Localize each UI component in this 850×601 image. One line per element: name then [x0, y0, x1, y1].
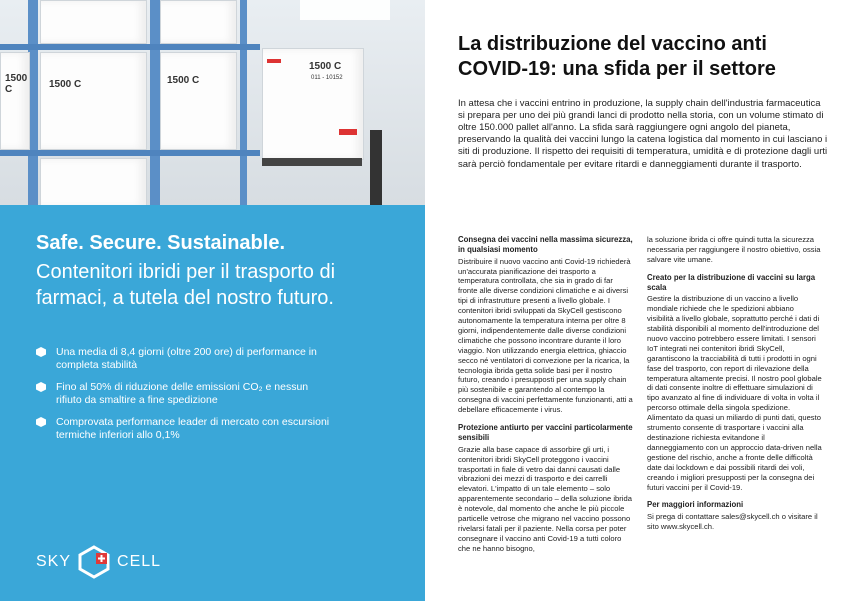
intro-paragraph: In attesa che i vaccini entrino in produzione, la supply chain dell'industria farmaceutica si prepara per uno dei più grandi lanci di prodotto nella storia, con un volume stimato di oltre 150.000 pallet all'anno. La sfida sarà raggiungere ogni angolo del pianeta, preservando la qualità dei vaccini lungo la catena logistica dal momento in cui lasciano i siti di produzione. Il rispetto dei requisiti di temperatura, umidità e di protezione dagli urti sarà perciò fondamentale per evitare ritardi e danneggiamenti durante il trasporto. — [458, 97, 828, 170]
pallet-base — [262, 158, 362, 166]
rack-beam — [0, 44, 260, 50]
rack-pole — [150, 0, 160, 205]
benefit-list — [36, 346, 336, 451]
box-label: 1500 C — [309, 61, 342, 72]
skycell-logo — [36, 545, 161, 579]
section-heading: Creato per la distribuzione di vaccini su larga scala — [647, 272, 816, 292]
benefit-item — [36, 346, 336, 372]
box-label: 1500 C — [167, 75, 200, 86]
box-label: 1500 C — [49, 79, 82, 90]
tagline-bold: Safe. Secure. Sustainable. — [36, 232, 285, 254]
container-box — [40, 52, 147, 150]
container-box — [0, 52, 30, 150]
text-column-2 — [647, 235, 822, 540]
tagline: Contenitori ibridi per il trasporto di farmaci, a tutela del nostro futuro. — [36, 261, 336, 309]
page-title: La distribuzione del vaccino anti COVID-19: una sfida per il settore — [458, 33, 776, 80]
container-box-front — [262, 48, 364, 160]
benefit-item — [36, 416, 336, 442]
benefit-text: Una media di 8,4 giorni (oltre 200 ore) di performance in completa stabilità — [56, 346, 317, 371]
section-paragraph: Distribuire il nuovo vaccino anti Covid-19 richiederà un'accurata pianificazione dei trasporto a temperatura controllata, che sia in grado di far fronte alle diverse condizioni climatiche e ai diversi tipi di infrastrutture presenti a livello globale. I contenitori ibridi sviluppati da SkyCell gestiscono autonomamente la temperatura interna per oltre 8 giorni, indipendentemente dalle diverse condizioni climatiche che possono incontrare durante il loro viaggio. Non utilizzando energia elettrica, ghiaccio secco né ventilatori di convezione per la ricarica, la tecnologia ibrida getta solide basi per il nostro futuro, creando i presupposti per una supply chain più sostenibile e garantendo al contempo la consegna di vaccini perfettamente funzionanti, atti a debellare efficacemente i virus. — [458, 256, 633, 415]
red-tag — [339, 129, 357, 135]
logo-text-sky: SKY — [36, 553, 72, 570]
container-box — [160, 0, 237, 44]
container-box — [40, 0, 147, 44]
section-paragraph: la soluzione ibrida ci offre quindi tutta la sicurezza necessaria per raggiungere il nostro obiettivo, ossia salvare vite umane. — [647, 235, 821, 264]
logo-text-cell: CELL — [117, 553, 162, 570]
section-paragraph: Gestire la distribuzione di un vaccino a livello mondiale richiede che le spedizioni abbiano visibilità a livello globale, soprattutto perché i dati di stabilità disponibili al momento dell'introduzione del nuovo vaccino potrebbero essere limitati. I sensori IoT integrati nei contenitori ibridi SkyCell, garantiscono la tracciabilità di tutti i prodotti in ogni fase del trasporto, con report di rilevazione della temperatura altamente precisi. Il nostro pool globale di dati consente inoltre di effettuare simulazioni di tipo avanzato al fine di individuare di volta in volta il percorso ottimale della singola spedizione. Alimentato da quasi un miliardo di punti dati, questo strumento consente di trasportare i vaccini alla destinazione richiesta evitandone il danneggiamento con un approccio data-driven nella gestione del rischio, anche a fronte delle difficoltà date dai lockdown e dai possibili ritardi dei voli, creando i migliori presupposti per la consegna dei futuri vaccini per il Covid-19. — [647, 294, 822, 492]
hexagon-icon — [36, 382, 46, 392]
section-heading: Consegna dei vaccini nella massima sicurezza, in qualsiasi momento — [458, 235, 633, 254]
text-column-1 — [458, 235, 633, 562]
section-paragraph: Grazie alla base capace di assorbire gli urti, i contenitori ibridi SkyCell proteggono i vaccini trasportati in fiale di vetro dai danni causati dalle vibrazioni dei mezzi di trasporto e dei carrelli elevatori. L'impatto di un tale elemento – solo apparentemente secondario – della soluzione ibrida è notevole, dal momento che anche le più piccole particelle vetrose che migrano nel vaccino possono rivelarsi fatali per il paziente. Nella corsa per poter consegnare il vaccino anti Covid-19 a tutti coloro che ne hanno bisogno, — [458, 444, 632, 553]
blue-panel — [0, 205, 425, 601]
benefit-text: Fino al 50% di riduzione delle emissioni CO₂ e nessun rifiuto da smaltire a fine spedizione — [56, 381, 309, 406]
hexagon-cross-icon — [77, 545, 111, 579]
hexagon-icon — [36, 417, 46, 427]
forklift-mast — [370, 130, 382, 205]
rack-pole — [240, 0, 247, 205]
rack-beam — [0, 150, 260, 156]
section-heading: Protezione antiurto per vaccini particolarmente sensibili — [458, 423, 633, 442]
contact-paragraph: Si prega di contattare sales@skycell.ch o visitare il sito www.skycell.ch. — [647, 512, 818, 532]
hexagon-icon — [36, 347, 46, 357]
container-box — [160, 52, 237, 150]
benefit-text: Comprovata performance leader di mercato con escursioni termiche inferiori allo 0,1% — [56, 416, 330, 441]
red-tag — [267, 59, 281, 63]
benefit-item — [36, 381, 336, 407]
box-label: 1500 C — [5, 73, 28, 95]
ceiling-light — [300, 0, 390, 20]
box-code: 011 - 10152 — [311, 75, 343, 81]
container-box — [40, 158, 147, 205]
warehouse-photo — [0, 0, 425, 205]
contact-heading: Per maggiori informazioni — [647, 500, 744, 510]
